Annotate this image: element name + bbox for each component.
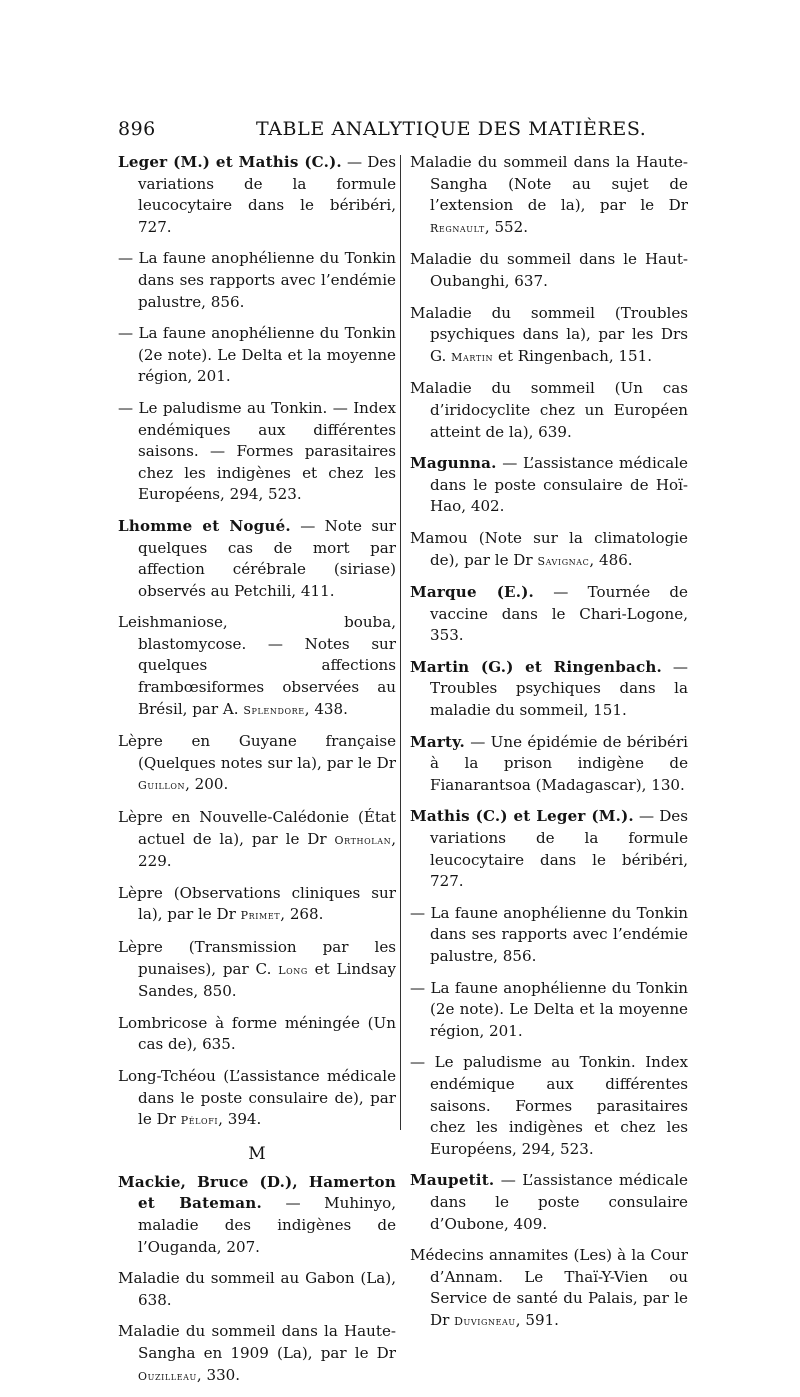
- entry-page-ref: et Lindsay Sandes, 850.: [138, 959, 396, 1001]
- entry-text: — La faune anophélienne du Tonkin (2e note). Le Delta et la moyenne région, 201.: [410, 978, 688, 1040]
- index-entry: [118, 248, 396, 313]
- entry-text: — Troubles psychiques dans la maladie du sommeil, 151.: [430, 657, 688, 720]
- index-entry: [118, 152, 396, 238]
- entry-text: Médecins annamites (Les) à la Cour d’Annam. Le Thaï-Y-Vien ou Service de santé du Palais, par le Dr: [410, 1246, 688, 1329]
- entry-text: Mamou (Note sur la climatologie de), par le Dr: [410, 528, 688, 569]
- entry-text: — Des variations de la formule leucocytaire dans le béribéri, 727.: [138, 153, 396, 236]
- entry-page-ref: , 229.: [138, 829, 396, 871]
- page-number: 896: [118, 118, 156, 140]
- entry-text: — Une épidémie de béribéri à la prison indigène de Fianarantsoa (Madagascar), 130.: [430, 732, 688, 794]
- entry-text: — Le paludisme au Tonkin. — Index endémiques aux différentes saisons. — Formes parasitaires chez les indigènes et chez les Européens, 294, 523.: [118, 398, 396, 504]
- entry-text: Maladie du sommeil dans le Haut-Oubanghi, 637.: [410, 250, 688, 290]
- entry-cited-author: Primet: [240, 909, 281, 923]
- index-entry: [118, 731, 396, 797]
- entry-text: Lèpre en Guyane française (Quelques notes sur la), par le Dr: [118, 732, 396, 772]
- index-entry: [118, 516, 396, 602]
- running-title: TABLE ANALYTIQUE DES MATIÈRES.: [256, 118, 647, 140]
- index-entry: [410, 249, 688, 292]
- index-entry: [118, 807, 396, 873]
- entry-text: Lombricose à forme méningée (Un cas de), 635.: [118, 1013, 396, 1054]
- entry-cited-author: Ortholan: [334, 833, 392, 847]
- entry-page-ref: et Ringenbach, 151.: [493, 346, 653, 365]
- entry-cited-author: Duvigneau: [454, 1314, 516, 1328]
- entry-author: Mathis (C.) et Leger (M.).: [410, 807, 634, 826]
- entry-text: — Tournée de vaccine dans le Chari-Logone, 353.: [430, 583, 688, 645]
- index-entry: [410, 528, 688, 572]
- entry-author: Magunna.: [410, 454, 497, 473]
- entry-page-ref: , 552.: [484, 217, 529, 236]
- entry-author: Lhomme et Nogué.: [118, 516, 291, 535]
- entry-page-ref: , 268.: [280, 905, 324, 924]
- entry-author: Maupetit.: [410, 1171, 495, 1190]
- index-entry: [410, 732, 688, 797]
- column-divider: [400, 155, 401, 1130]
- entry-cited-author: Ouzilleau: [138, 1369, 197, 1383]
- entry-text: Long-Tchéou (L’assistance médicale dans le poste consulaire de), par le Dr: [118, 1066, 396, 1129]
- entry-text: — La faune anophélienne du Tonkin (2e note). Le Delta et la moyenne région, 201.: [118, 324, 396, 386]
- index-entry: [118, 323, 396, 388]
- entry-text: Lèpre (Observations cliniques sur la), par le Dr: [118, 883, 396, 924]
- index-entry: [118, 883, 396, 927]
- entry-text: Maladie du sommeil dans la Haute-Sangha (Note au sujet de l’extension de la), par le Dr: [410, 153, 688, 215]
- entry-page-ref: , 438.: [304, 699, 348, 718]
- index-entry: [410, 303, 688, 369]
- index-entry: [410, 152, 688, 239]
- entry-text: — Muhinyo, maladie des indigènes de l’Ouganda, 207.: [138, 1194, 396, 1256]
- left-column: [118, 152, 396, 1397]
- index-entry: [118, 1172, 396, 1258]
- entry-page-ref: , 200.: [185, 775, 229, 794]
- entry-cited-author: Regnault: [430, 221, 485, 235]
- index-entry: [410, 1245, 688, 1332]
- index-entry: [118, 1268, 396, 1311]
- entry-page-ref: , 394.: [218, 1110, 262, 1129]
- entry-author: Leger (M.) et Mathis (C.).: [118, 153, 342, 171]
- entry-cited-author: Savignac: [537, 554, 590, 568]
- entry-page-ref: , 486.: [589, 550, 633, 569]
- index-entry: [118, 1321, 396, 1387]
- entry-text: — Le paludisme au Tonkin. Index endémique aux différentes saisons. Formes parasitaires chez les indigènes et chez les Européens, 294, 523.: [410, 1053, 688, 1158]
- entry-text: — Des variations de la formule leucocytaire dans le béribéri, 727.: [430, 807, 688, 891]
- index-entry: [410, 806, 688, 892]
- entry-cited-author: Guillon: [138, 779, 186, 793]
- section-letter: M: [248, 1143, 266, 1164]
- index-entry: [410, 1170, 688, 1235]
- entry-author: Marty.: [410, 732, 465, 751]
- entry-text: — L’assistance médicale dans le poste consulaire de Hoï-Hao, 402.: [430, 454, 688, 516]
- index-entry: [410, 582, 688, 647]
- entry-page-ref: , 330.: [196, 1365, 241, 1384]
- index-entry: [118, 612, 396, 721]
- entry-cited-author: Martin: [451, 350, 494, 364]
- entry-author: Marque (E.).: [410, 583, 534, 602]
- index-entry: [410, 1052, 688, 1160]
- entry-text: Lèpre en Nouvelle-Calédonie (État actuel de la), par le Dr: [118, 808, 396, 848]
- index-entry: [410, 453, 688, 518]
- index-entry: [410, 657, 688, 722]
- entry-text: Maladie du sommeil (Un cas d’iridocyclite chez un Européen atteint de la), 639.: [410, 379, 688, 441]
- entry-text: Leishmaniose, bouba, blastomycose. — Notes sur quelques affections frambœsiformes observées au Brésil, par A.: [118, 613, 396, 718]
- entry-cited-author: Long: [278, 963, 308, 977]
- index-entry: [410, 903, 688, 968]
- entry-cited-author: Pélofi: [180, 1114, 219, 1128]
- entry-cited-author: Splendore: [243, 703, 305, 717]
- entry-text: — L’assistance médicale dans le poste consulaire d’Oubone, 409.: [430, 1171, 688, 1233]
- entry-text: — La faune anophélienne du Tonkin dans ses rapports avec l’endémie palustre, 856.: [410, 903, 688, 965]
- entry-text: Maladie du sommeil dans la Haute-Sangha en 1909 (La), par le Dr: [118, 1322, 396, 1362]
- index-entry: [410, 978, 688, 1043]
- index-entry: [118, 937, 396, 1003]
- index-entry: [118, 398, 396, 506]
- entry-text: — La faune anophélienne du Tonkin dans ses rapports avec l’endémie palustre, 856.: [118, 249, 396, 311]
- entry-page-ref: , 591.: [515, 1310, 559, 1329]
- entry-text: Maladie du sommeil au Gabon (La), 638.: [118, 1269, 396, 1309]
- entry-text: Maladie du sommeil (Troubles psychiques dans la), par les Drs G.: [410, 303, 688, 365]
- page-header: [118, 118, 678, 144]
- entry-author: Martin (G.) et Ringenbach.: [410, 657, 662, 676]
- index-entry: [410, 378, 688, 443]
- index-entry: [118, 1013, 396, 1056]
- right-column: [410, 152, 688, 1343]
- entry-text: Lèpre (Transmission par les punaises), par C.: [118, 938, 396, 978]
- entry-author: Mackie, Bruce (D.), Hamerton et Bateman.: [118, 1172, 396, 1213]
- entry-text: — Note sur quelques cas de mort par affection cérébrale (siriase) observés au Petchili, 411.: [138, 516, 396, 600]
- index-entry: [118, 1066, 396, 1132]
